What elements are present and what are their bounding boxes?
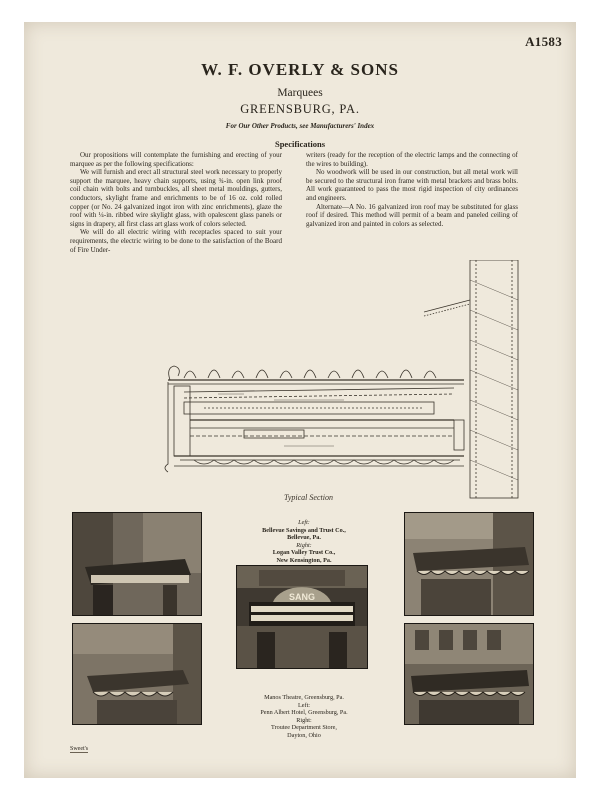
company-city: GREENSBURG, PA.: [240, 102, 360, 116]
photo-logan-valley-trust: [404, 512, 534, 616]
specifications-column-left: [70, 151, 282, 254]
specifications-heading: Specifications: [274, 139, 326, 149]
typical-section-drawing: [124, 260, 519, 505]
spec-paragraph: We will do all electric wiring with receptacles spaced to suit your requirements, the electric wiring to be done to the satisfaction of the Board of Fire Under-: [70, 228, 282, 254]
caption-name: Manos Theatre, Greensburg, Pa.: [264, 694, 344, 701]
spec-paragraph: writers (ready for the reception of the electric lamps and the connecting of the wires to building).: [306, 151, 518, 168]
category-title: Marquees: [277, 87, 323, 99]
photo-captions-top: [220, 519, 388, 565]
drawing-caption: Typical Section: [284, 493, 333, 502]
caption-label: Left:: [298, 519, 310, 526]
page-number: A1583: [525, 34, 562, 49]
page-header: [24, 60, 576, 130]
spec-paragraph: Alternate—A No. 16 galvanized iron roof may be substituted for glass roof if desired. This method will permit of a beam and paneled ceiling of galvanized iron and painted in colors as selected.: [306, 202, 518, 228]
photo-captions-bottom: [220, 694, 388, 740]
products-note: For Our Other Products, see Manufacturers' Index: [225, 122, 375, 130]
caption-place: Bellevue, Pa.: [287, 534, 321, 542]
photo-troutee-department-store: [404, 623, 534, 725]
caption-place: New Kensington, Pa.: [276, 556, 332, 564]
photo-penn-albert-hotel: [72, 623, 202, 725]
spec-paragraph: No woodwork will be used in our construction, but all metal work will be secured to the structural iron frame with metal brackets and brass bolts. All work guaranteed to pass the most rigid inspection of city ordinances and engineers.: [306, 168, 518, 202]
photo-bellevue-savings: [72, 512, 202, 616]
caption-label: Right:: [296, 541, 312, 549]
spec-paragraph: Our propositions will contemplate the furnishing and erecting of your marquee as per the following specifications:: [70, 151, 282, 168]
theatre-sign-text: SANG: [288, 592, 316, 602]
caption-name: Logan Valley Trust Co.,: [272, 549, 336, 557]
caption-name: Bellevue Savings and Trust Co.,: [262, 526, 346, 534]
caption-name: Penn Albert Hotel, Greensburg, Pa.: [260, 709, 348, 717]
caption-place: Dayton, Ohio: [287, 731, 321, 739]
specifications-column-right: [306, 151, 518, 228]
catalog-page: [24, 22, 576, 778]
caption-label: Left:: [297, 701, 311, 709]
footer-mark: Sweet's: [70, 746, 89, 752]
company-name: W. F. OVERLY & SONS: [201, 60, 399, 79]
spec-paragraph: We will furnish and erect all structural steel work necessary to properly support the marquee, heavy chain supports, using ¾-in. open link proof coil chain with bolts and turnbuckles, all sheet metal mouldings, gutters, conductors, skylight frame and enrichments to be of 16 oz. cold rolled copper (or No. 24 galvanized ingot iron with zinc enrichments), glaze the roof with ¼-in. ribbed wire skylight glass, with opalescent glass panels or signs in drapery, all first class art glass work of colors selected.: [70, 168, 282, 228]
photo-manos-theatre: [236, 565, 368, 669]
caption-name: Troutee Department Store,: [271, 724, 337, 732]
caption-label: Right:: [296, 716, 312, 724]
